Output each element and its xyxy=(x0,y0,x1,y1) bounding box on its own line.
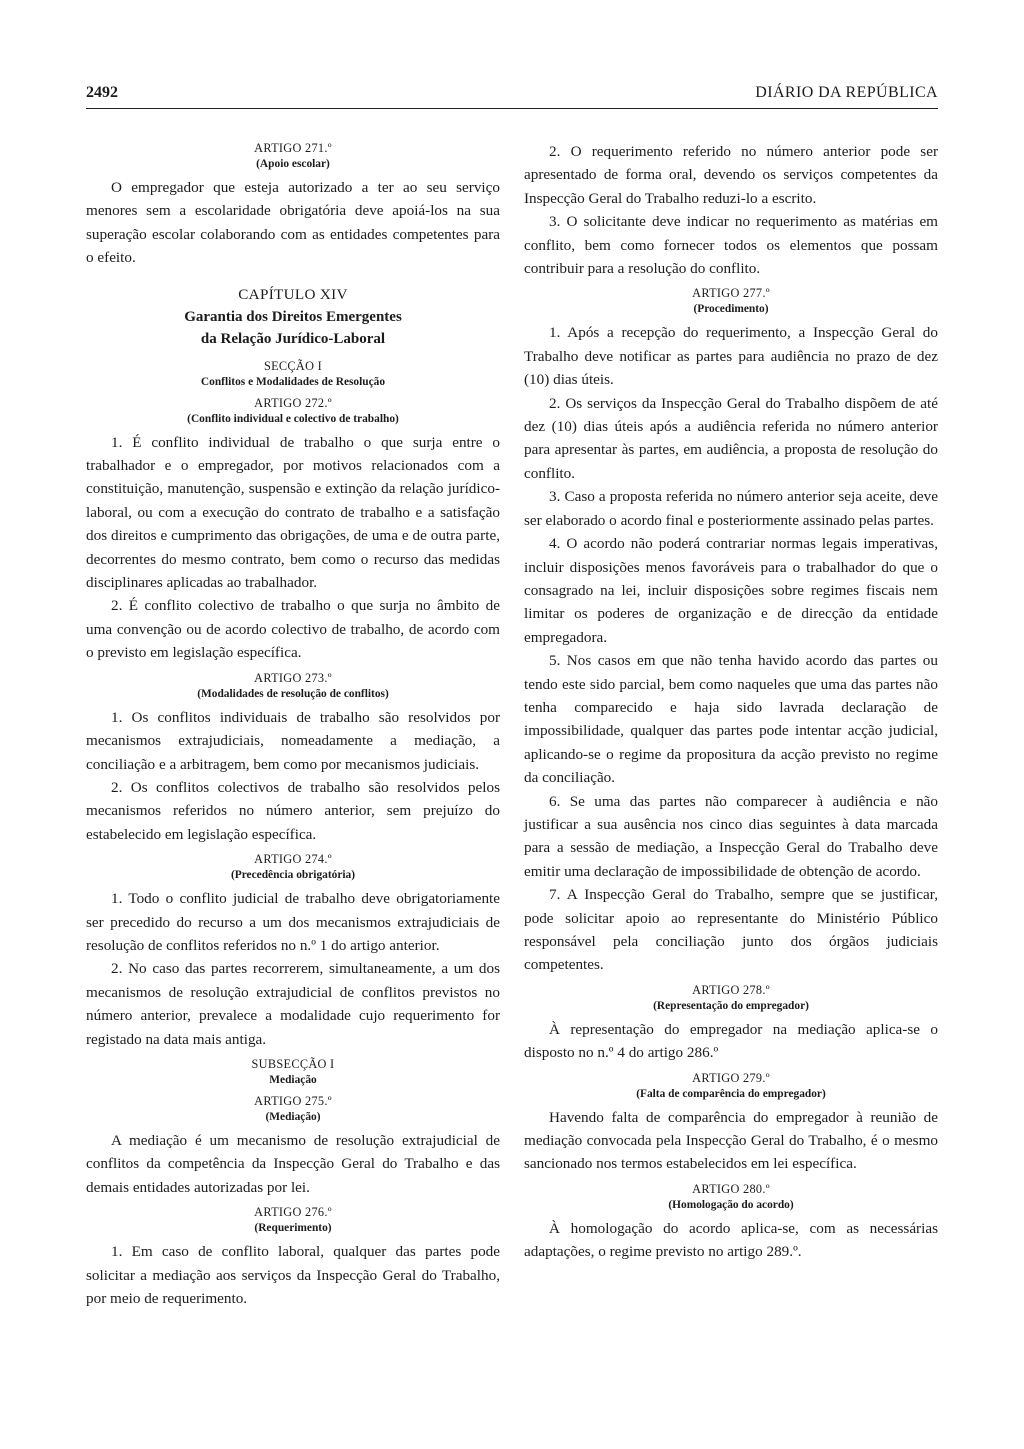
article-271-paragraph: O empregador que esteja autorizado a ter ao seu serviço menores sem a escolaridade obrigatória deve apoiá-los na sua superação escolar colaborando com as entidades competentes para o efeito. xyxy=(86,179,500,267)
article-title: (Mediação) xyxy=(265,1110,321,1123)
article-277-paragraph: 4. O acordo não poderá contrariar normas legais imperativas, incluir disposições menos favoráveis para o trabalhador do que o consagrado na lei, incluir disposições sobre regimes fiscais nem limitar os poderes de organização e de direcção da entidade empregadora. xyxy=(524,535,938,646)
right-column xyxy=(524,140,938,1264)
journal-title: DIÁRIO DA REPÚBLICA xyxy=(755,84,938,101)
article-277-paragraph: 7. A Inspecção Geral do Trabalho, sempre que se justificar, pode solicitar apoio ao representante do Ministério Público responsável pela conciliação junto dos órgãos judiciais competentes. xyxy=(524,886,938,974)
article-276-paragraph: 2. O requerimento referido no número anterior pode ser apresentado de forma oral, devendo os serviços competentes da Inspecção Geral do Trabalho reduzi-lo a escrito. xyxy=(524,143,938,207)
subsection-heading xyxy=(86,1056,500,1088)
article-280-paragraph: À homologação do acordo aplica-se, com as necessárias adaptações, o regime previsto no artigo 289.º. xyxy=(524,1219,938,1261)
article-272-heading xyxy=(86,395,500,427)
section-heading xyxy=(86,358,500,390)
article-number: ARTIGO 279.º xyxy=(692,1070,770,1085)
article-274-heading xyxy=(86,851,500,883)
section-title: Conflitos e Modalidades de Resolução xyxy=(200,375,386,388)
article-title: (Modalidades de resolução de conflitos) xyxy=(197,687,389,700)
section-number: SECÇÃO I xyxy=(263,358,323,373)
page-number: 2492 xyxy=(86,84,118,101)
article-number: ARTIGO 278.º xyxy=(692,982,770,997)
article-number: ARTIGO 277.º xyxy=(692,286,770,301)
left-column xyxy=(86,140,500,1310)
article-272-paragraph: 1. É conflito individual de trabalho o que surja entre o trabalhador e o empregador, por motivos relacionados com a constituição, manutenção, suspensão e extinção da relação jurídico-laboral, ou com a execução do contrato de trabalho e a satisfação dos direitos e cumprimento das obrigações, de uma e de outra parte, decorrentes do mesmo contrato, bem como o recurso das medidas disciplinares aplicadas ao trabalhador. xyxy=(86,433,500,592)
article-title: (Precedência obrigatória) xyxy=(230,869,356,882)
article-277-paragraph: 1. Após a recepção do requerimento, a Inspecção Geral do Trabalho deve notificar as partes para audiência no prazo de dez (10) dias úteis. xyxy=(524,324,938,389)
article-276-paragraph: 1. Em caso de conflito laboral, qualquer das partes pode solicitar a mediação aos serviços da Inspecção Geral do Trabalho, por meio de requerimento. xyxy=(86,1243,500,1307)
article-273-heading xyxy=(86,670,500,702)
article-275-heading xyxy=(86,1093,500,1125)
article-279-heading xyxy=(524,1070,938,1102)
article-272-paragraph: 2. É conflito colectivo de trabalho o que surja no âmbito de uma convenção ou de acordo colectivo de trabalho, de acordo com o previsto em legislação específica. xyxy=(86,597,500,662)
article-275-paragraph: A mediação é um mecanismo de resolução extrajudicial de conflitos da competência da Inspecção Geral do Trabalho e das demais entidades autorizadas por lei. xyxy=(86,1131,500,1196)
article-277-paragraph: 3. Caso a proposta referida no número anterior seja aceite, deve ser elaborado o acordo final e posteriormente assinado pelas partes. xyxy=(524,488,938,529)
article-number: ARTIGO 273.º xyxy=(254,670,332,685)
article-271-heading xyxy=(86,140,500,172)
article-277-paragraph: 6. Se uma das partes não comparecer à audiência e não justificar a sua ausência nos cinco dias seguintes à data marcada para a sessão de mediação, a Inspecção Geral do Trabalho deve emitir uma declaração de impossibilidade de obtenção de acordo. xyxy=(524,792,938,880)
article-title: (Apoio escolar) xyxy=(256,158,330,170)
article-number: ARTIGO 272.º xyxy=(254,395,332,410)
chapter-number: CAPÍTULO XIV xyxy=(238,285,348,303)
article-274-paragraph: 2. No caso das partes recorrerem, simultaneamente, a um dos mecanismos de resolução extrajudicial de conflitos previstos no número anterior, prevalece a modalidade cujo requerimento for registado na data mais antiga. xyxy=(86,960,500,1048)
article-273-paragraph: 2. Os conflitos colectivos de trabalho são resolvidos pelos mecanismos referidos no número anterior, sem prejuízo do estabelecido em legislação específica. xyxy=(86,778,500,843)
subsection-number: SUBSECÇÃO I xyxy=(251,1056,335,1071)
article-279-paragraph: Havendo falta de comparência do empregador à reunião de mediação convocada pela Inspecção Geral do Trabalho, é o mesmo sancionado nos termos estabelecidos em lei específica. xyxy=(524,1108,938,1173)
article-278-heading xyxy=(524,982,938,1014)
article-number: ARTIGO 275.º xyxy=(254,1093,332,1108)
subsection-title: Mediação xyxy=(269,1073,317,1086)
article-number: ARTIGO 271.º xyxy=(254,141,332,155)
article-276-heading xyxy=(86,1204,500,1236)
article-number: ARTIGO 276.º xyxy=(254,1205,332,1220)
article-number: ARTIGO 280.º xyxy=(692,1181,770,1196)
article-277-paragraph: 2. Os serviços da Inspecção Geral do Trabalho dispõem de até dez (10) dias úteis após a audiência referida no número anterior para apresentar às partes, em audiência, a proposta de resolução do conflito. xyxy=(524,394,938,482)
article-title: (Conflito individual e colectivo de trabalho) xyxy=(187,412,399,425)
article-number: ARTIGO 274.º xyxy=(254,852,332,867)
article-277-heading xyxy=(524,285,938,317)
chapter-title-line: Garantia dos Direitos Emergentes xyxy=(184,308,402,325)
article-title: (Homologação do acordo) xyxy=(668,1198,794,1211)
chapter-heading xyxy=(86,284,500,350)
article-276-paragraph: 3. O solicitante deve indicar no requerimento as matérias em conflito, bem como fornecer todos os elementos que possam contribuir para a resolução do conflito. xyxy=(524,213,938,278)
article-273-paragraph: 1. Os conflitos individuais de trabalho são resolvidos por mecanismos extrajudiciais, nomeadamente a mediação, a conciliação e a arbitragem, bem como por mecanismos judiciais. xyxy=(86,708,500,773)
page-header xyxy=(86,80,938,109)
article-title: (Requerimento) xyxy=(254,1222,332,1235)
article-274-paragraph: 1. Todo o conflito judicial de trabalho deve obrigatoriamente ser precedido do recurso a um dos mecanismos extrajudiciais de resolução de conflitos referidos no n.º 1 do artigo anterior. xyxy=(86,890,500,954)
article-title: (Representação do empregador) xyxy=(653,999,809,1012)
article-277-paragraph: 5. Nos casos em que não tenha havido acordo das partes ou tendo este sido parcial, bem como naqueles que uma das partes não tenha comparecido e haja sido lavrada declaração de impossibilidade, qualquer das partes pode intentar acção judicial, aplicando-se o regime da propositura da acção previsto no regime da conciliação. xyxy=(524,652,938,787)
article-title: (Procedimento) xyxy=(693,303,769,316)
article-title: (Falta de comparência do empregador) xyxy=(636,1087,826,1100)
chapter-title-line: da Relação Jurídico-Laboral xyxy=(200,330,386,347)
article-278-paragraph: À representação do empregador na mediação aplica-se o disposto no n.º 4 do artigo 286.º xyxy=(524,1020,938,1062)
article-280-heading xyxy=(524,1181,938,1213)
